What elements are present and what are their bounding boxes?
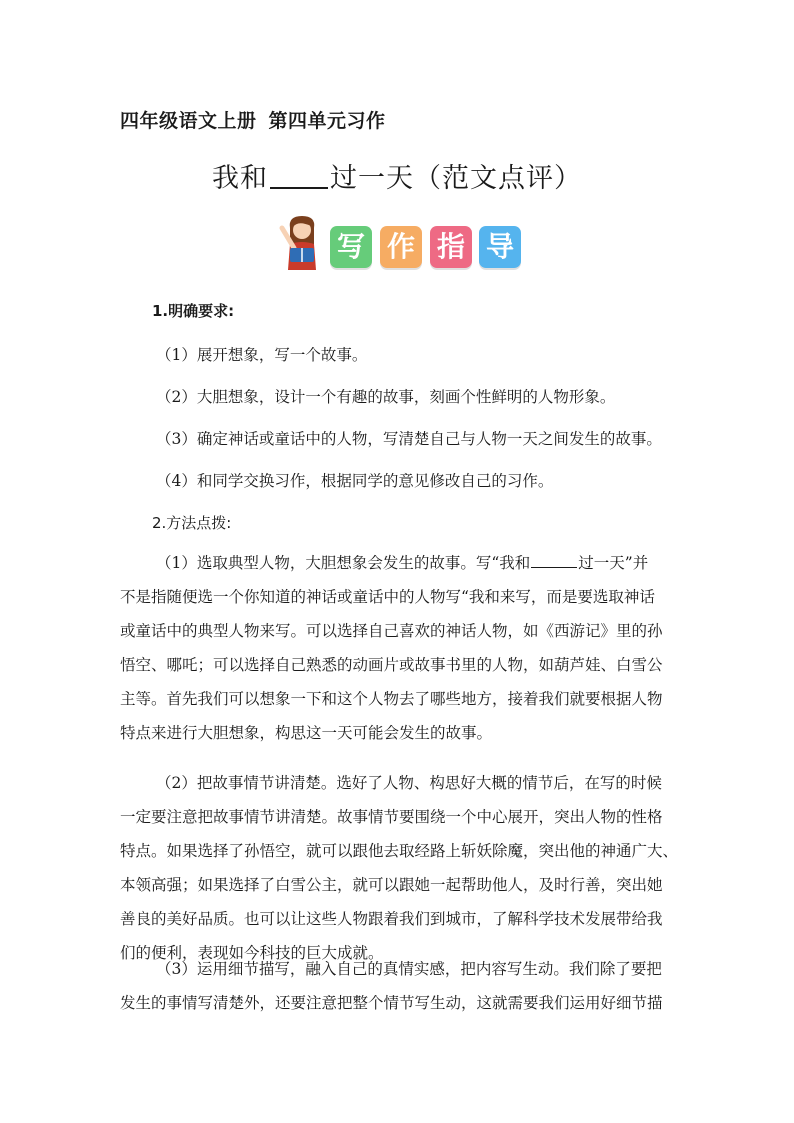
method-paragraph-1	[120, 546, 680, 750]
paragraph-line: 悟空、哪吒；可以选择自己熟悉的动画片或故事书里的人物，如葫芦娃、白雪公	[120, 656, 663, 674]
method-paragraph-3	[120, 952, 680, 1020]
method-paragraph-2	[120, 766, 680, 970]
writing-guide-banner	[276, 214, 526, 274]
requirement-item: （3）确定神话或童话中的人物，写清楚自己与人物一天之间发生的故事。	[156, 430, 662, 448]
banner-tile-dao: 导	[479, 226, 521, 268]
paragraph-line: 不是指随便选一个你知道的神话或童话中的人物写“我和来写，而是要选取神话	[120, 588, 655, 606]
paragraph-line: 本领高强；如果选择了白雪公主，就可以跟她一起帮助他人，及时行善，突出她	[120, 876, 663, 894]
paragraph-line: （2）把故事情节讲清楚。选好了人物、构思好大概的情节后，在写的时候	[156, 774, 662, 792]
section1-heading: 1.明确要求:	[152, 302, 235, 320]
paragraph-line: 特点来进行大胆想象，构思这一天可能会发生的故事。	[120, 724, 493, 742]
banner-tile-zuo: 作	[380, 226, 422, 268]
paragraph-text: 过一天”并	[578, 554, 649, 572]
title-blank	[270, 163, 328, 189]
paragraph-line: 主等。首先我们可以想象一下和这个人物去了哪些地方，接着我们就要根据人物	[120, 690, 663, 708]
banner-tile-xie: 写	[330, 226, 372, 268]
paragraph-line: 善良的美好品质。也可以让这些人物跟着我们到城市，了解科学技术发展带给我	[120, 910, 663, 928]
grade-label: 四年级语文上册	[120, 110, 257, 132]
paragraph-line: 一定要注意把故事情节讲清楚。故事情节要围绕一个中心展开，突出人物的性格	[120, 808, 663, 826]
title-prefix: 我和	[212, 163, 268, 194]
paragraph-line: 或童话中的典型人物来写。可以选择自己喜欢的神话人物，如《西游记》里的孙	[120, 622, 663, 640]
title-suffix: 过一天（范文点评）	[330, 163, 582, 194]
paragraph-line: 们的便利，表现如今科技的巨大成就。	[120, 944, 384, 962]
requirement-item: （4）和同学交换习作，根据同学的意见修改自己的习作。	[156, 472, 554, 490]
paragraph-line: 特点。如果选择了孙悟空，就可以跟他去取经路上斩妖除魔，突出他的神通广大、	[120, 842, 679, 860]
paragraph-line: （3）运用细节描写，融入自己的真情实感，把内容写生动。我们除了要把	[156, 960, 662, 978]
teacher-reading-icon	[276, 214, 328, 272]
unit-label: 第四单元习作	[268, 110, 386, 132]
inline-blank	[531, 551, 577, 568]
banner-tile-zhi: 指	[430, 226, 472, 268]
document-header	[120, 106, 386, 133]
requirement-item: （1）展开想象，写一个故事。	[156, 346, 368, 364]
requirement-item: （2）大胆想象，设计一个有趣的故事，刻画个性鲜明的人物形象。	[156, 388, 616, 406]
section2-heading: 2.方法点拨:	[152, 514, 232, 532]
paragraph-line: 发生的事情写清楚外，还要注意把整个情节写生动，这就需要我们运用好细节描	[120, 994, 663, 1012]
paragraph-text: （1）选取典型人物，大胆想象会发生的故事。写“我和	[156, 554, 531, 572]
paragraph-line	[120, 546, 680, 580]
page-title	[0, 156, 794, 195]
